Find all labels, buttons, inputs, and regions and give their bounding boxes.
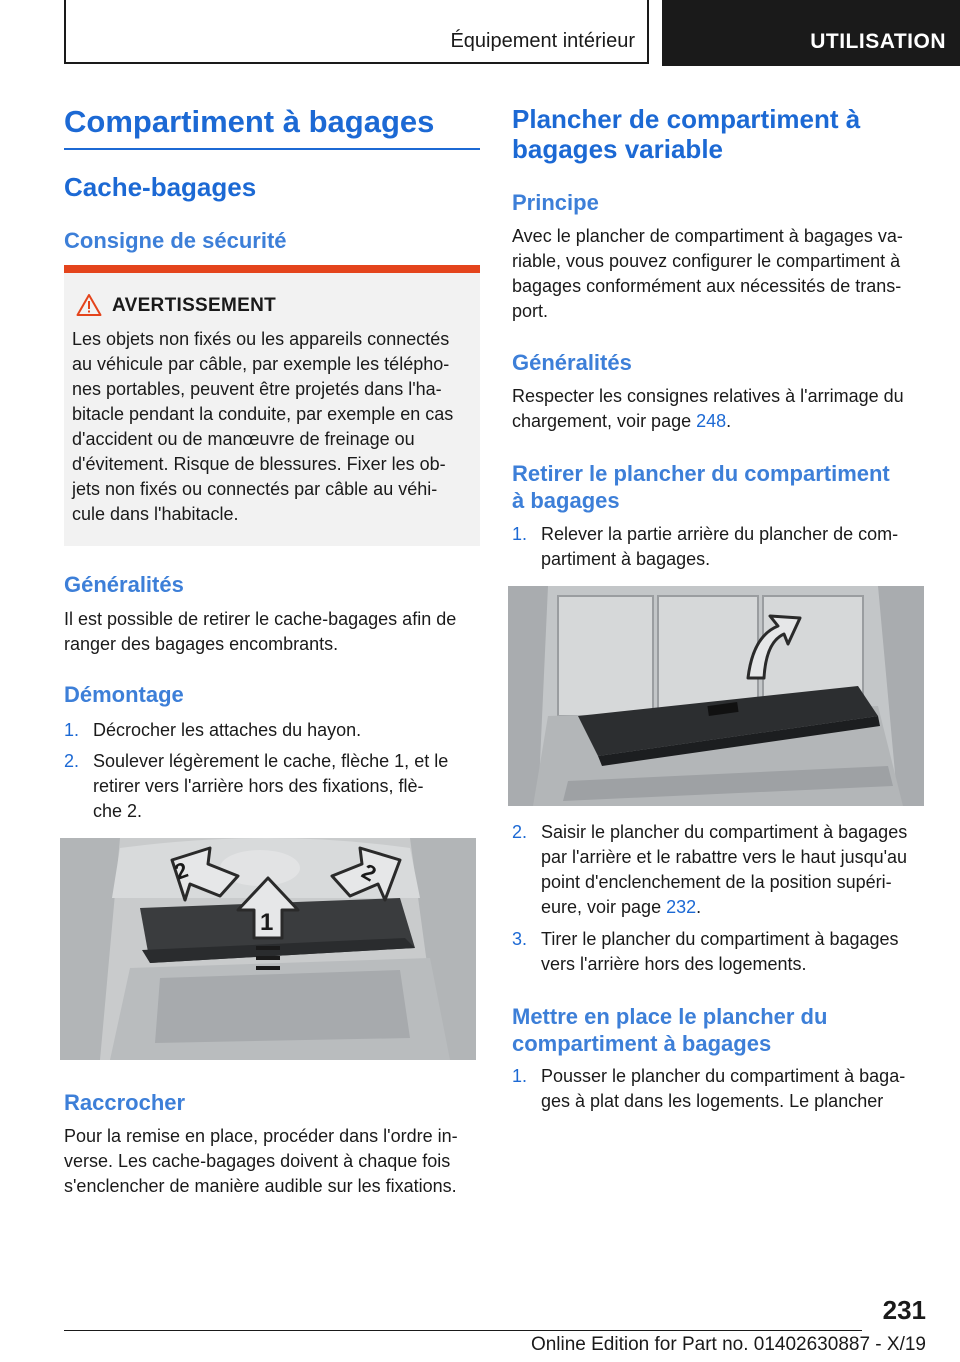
warning-box: [64, 265, 480, 546]
heading-general-left: Généralités: [64, 572, 184, 597]
removal-step-1: 1. Décrocher les attaches du hayon.: [64, 720, 362, 740]
heading-remove-floor: Retirer le plancher du compartiment à bagages: [512, 461, 890, 513]
heading-reattach: Raccrocher: [64, 1090, 186, 1115]
header-section-title: Équipement intérieur: [450, 30, 635, 52]
header-chapter-title: UTILISATION: [810, 30, 946, 53]
reattach-text: Pour la remise en place, procéder dans l'ordre in- verse. Les cache-bagages doivent à chaque fois s'enclencher de manière audible sur les fixations.: [64, 1126, 458, 1196]
heading-safety-note: Consigne de sécurité: [64, 228, 287, 253]
page-number: 231: [882, 1295, 926, 1325]
figure-label-arrow-2-left: 2: [171, 857, 192, 885]
heading-general-right: Généralités: [512, 350, 632, 375]
remove-floor-step-1: 1. Relever la partie arrière du plancher de com- partiment à bagages.: [512, 524, 899, 569]
figure-label-arrow-1: 1: [260, 909, 274, 936]
footer-rule: [64, 1330, 862, 1331]
page-link-232[interactable]: 232: [666, 897, 697, 917]
warning-triangle-icon: [76, 293, 102, 317]
general-text-right: Respecter les consignes relatives à l'arrimage du chargement, voir page 248.: [512, 386, 904, 431]
section-title-luggage-compartment: Compartiment à bagages: [64, 104, 435, 139]
heading-install-floor: Mettre en place le plancher du compartiment à bagages: [512, 1004, 828, 1056]
title-underline: [64, 148, 480, 150]
general-text-left: Il est possible de retirer le cache-bagages afin de ranger des bagages encombrants.: [64, 609, 457, 654]
heading-principle: Principe: [512, 190, 599, 215]
install-floor-step-1: 1. Pousser le plancher du compartiment à baga- ges à plat dans les logements. Le plancher: [512, 1066, 906, 1111]
subtitle-luggage-cover: Cache-bagages: [64, 172, 257, 202]
warning-bar: [64, 265, 480, 273]
remove-floor-step-2: 2. Saisir le plancher du compartiment à bagages par l'arrière et le rabattre vers le haut jusqu'au point d'enclenchement de la position supéri- eure, voir page 232.: [512, 822, 908, 917]
principle-text: Avec le plancher de compartiment à bagages va- riable, vous pouvez configurer le compartiment à bagages conformément aux nécessités de trans- port.: [512, 226, 903, 321]
section-title-variable-floor: Plancher de compartiment à bagages variable: [512, 104, 861, 164]
remove-floor-step-3: 3. Tirer le plancher du compartiment à bagages vers l'arrière hors des logements.: [512, 929, 899, 974]
warning-label: AVERTISSEMENT: [112, 295, 277, 316]
edition-note: Online Edition for Part no. 01402630887 - X/19: [530, 1334, 926, 1355]
warning-text: Les objets non fixés ou les appareils connectés au véhicule par câble, par exemple les télépho- nes portables, peuvent être projetés dans l'ha- bitacle pendant la conduite, par exemple en cas d'accident ou de manœuvre de freinage ou d'évitement. Risque de blessures. Fixer les ob- jets non fixés ou connectés par câble au véhi- cule dans l'habitacle.: [72, 329, 454, 524]
figure-floor-lifting: [508, 586, 924, 806]
page-header: [0, 0, 960, 66]
page-link-248[interactable]: 248: [696, 411, 727, 431]
removal-step-2: 2. Soulever légèrement le cache, flèche 1, et le retirer vers l'arrière hors des fixations, flè- che 2.: [64, 751, 449, 821]
heading-removal: Démontage: [64, 682, 184, 707]
figure-label-arrow-2-right: 2: [357, 858, 381, 887]
figure-luggage-cover-removal: [60, 838, 476, 1060]
